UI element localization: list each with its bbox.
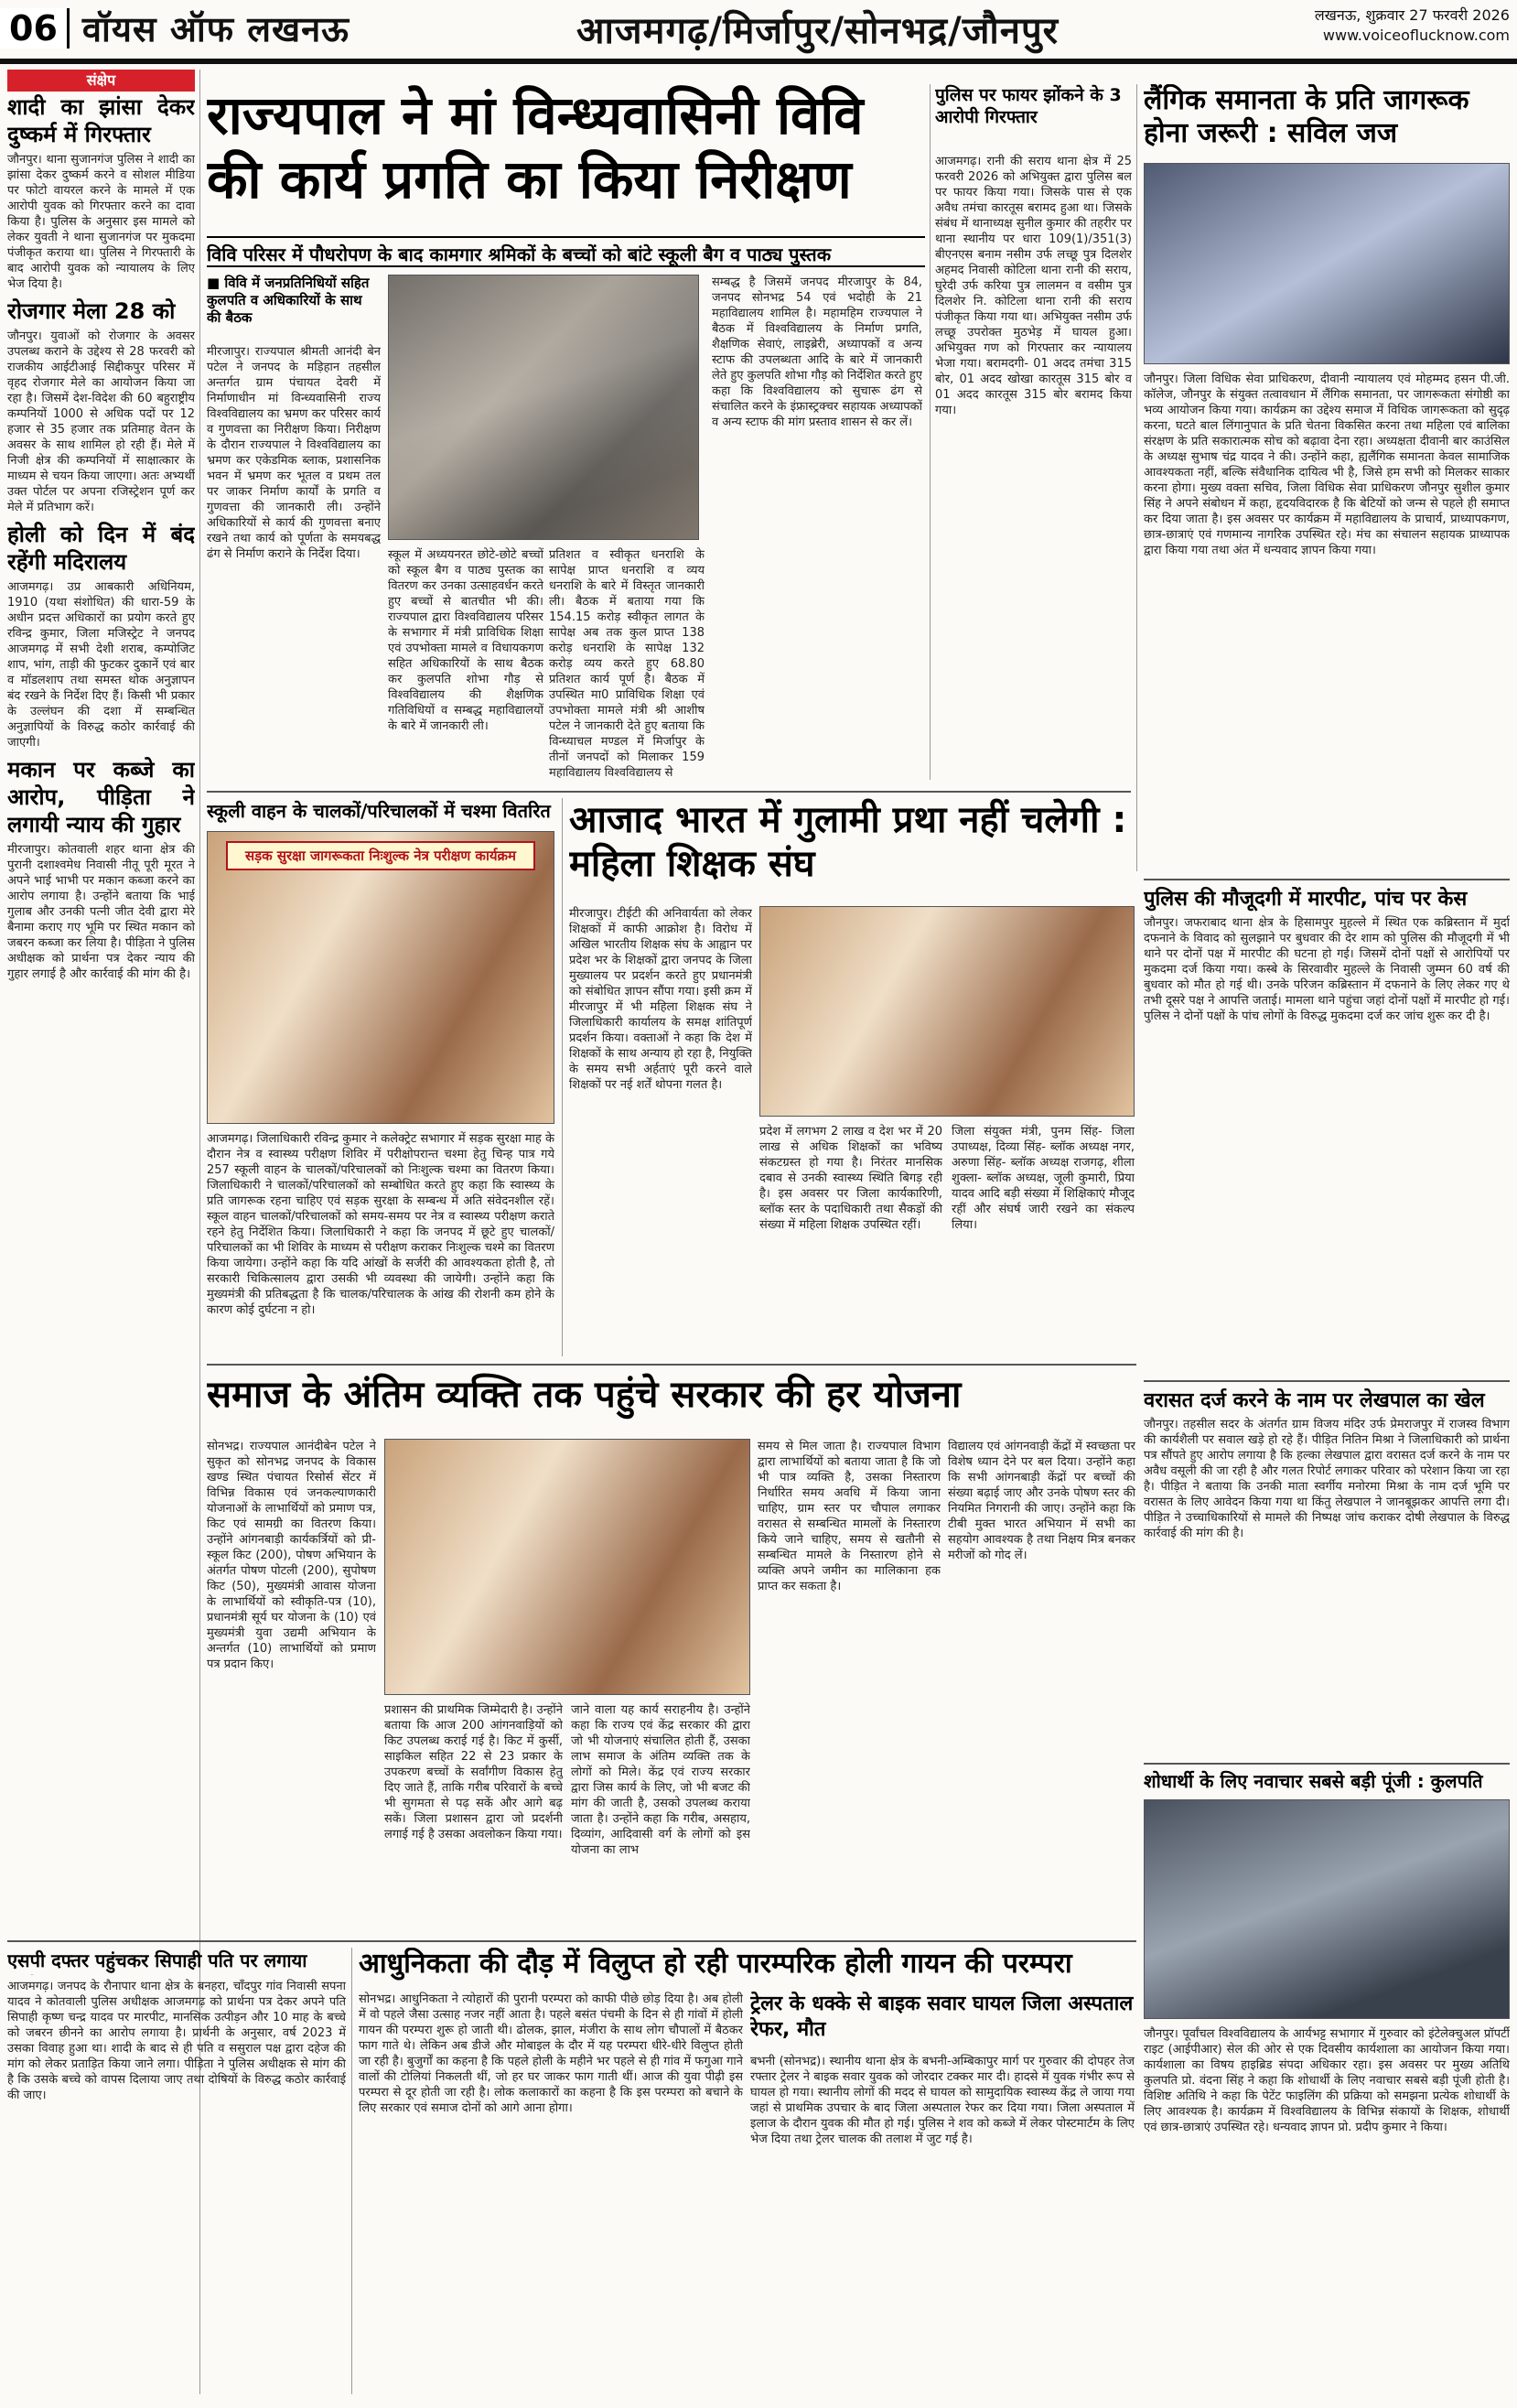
bus-photo [207,831,554,1124]
masthead-rule [0,59,1517,64]
govt-photo [384,1439,750,1695]
section-rule [7,1940,1136,1942]
section-rule [1144,1763,1510,1765]
police-fight-headline: पुलिस की मौजूदगी में मारपीट, पांच पर केस [1144,888,1468,911]
lekhpal-body: जौनपुर। तहसील सदर के अंतर्गत ग्राम विजय मंदिर उर्फ प्रेमराजपुर में राजस्व विभाग की कार्यशैली पर सवाल खड़े हो रहे हैं। पीड़ित नितिन मिश्रा ने जिलाधिकारी को प्रार्थना पत्र सौंपते हुए आरोप लगाया है कि हल्का लेखपाल द्वारा वरासत दर्ज करने के नाम पर अवैध वसूली की जा रही है और गलत रिपोर्ट लगाकर परिवार को परेशान किया जा रहा है। पीड़ित ने बताया कि उनकी माता स्वर्गीय मनोरमा मिश्रा के नाम दर्ज भूमि पर वरासत के लिए आवेदन किया गया था किंतु लेखपाल ने जानबूझकर आपत्ति लगा दी। पीड़ित ने उच्चाधिकारियों से मामले की निष्पक्ष जांच कराकर दोषी लेखपाल के विरुद्ध कार्रवाई की मांग की है। [1144,1418,1510,1540]
gender-body: जौनपुर। जिला विधिक सेवा प्राधिकरण, दीवानी न्यायालय एवं मोहम्मद हसन पी.जी. कॉलेज, जौनपुर के संयुक्त तत्वावधान में लैंगिक समानता, पर जागरूकता संगोष्ठी का भव्य आयोजन किया गया। कार्यक्रम का उद्देश्य समाज में विधिक जागरूकता को सुदृढ़ करना, घटते बाल लिंगानुपात के प्रति चेतना विकसित करना तथा महिला एवं बालिका संरक्षण के प्रति सकारात्मक सोच को बढ़ावा देना रहा। अध्यक्षता दीवानी बार काउंसिल के अध्यक्ष सुभाष चंद्र यादव ने की। उन्होंने कहा, ह्यलैंगिक समानता केवल सामाजिक आवश्यकता नहीं, बल्कि संवैधानिक दायित्व भी है, जिसे हम सभी को मिलकर साकार करना होगा। मुख्य वक्ता सचिव, जिला विधिक सेवा प्राधिकरण जौनपुर सुशील कुमार सिंह ने अपने संबोधन में कहा, हृदयविदारक है कि बेटियों को जन्म से पहले ही समाप्त कर दिया जाता है। इस अवसर पर कार्यक्रम में महाविद्यालय के प्राचार्य, प्राध्यापकगण, छात्र-छात्राएं एवं गणमान्य नागरिक उपस्थित रहे। मंच का संचालन सहायक प्राध्यापक द्वारा किया गया तथा अंत में धन्यवाद ज्ञापन किया गया। [1144,373,1510,557]
lead-body-col4: सम्बद्ध है जिसमें जनपद मीरजापुर के 84, जनपद सोनभद्र 54 एवं भदोही के 21 महाविद्यालय शामिल है। महामहिम राज्यपाल ने बैठक में विश्वविद्यालय के निर्माण प्रगति, शैक्षणिक सेवाएं, लाइब्रेरी, अध्यापकों व अन्य स्टाफ की उपलब्धता आदि के बारे में जानकारी लेते हुए कुलपति शोभा गौड़ को निर्देशित करते हुए कहा कि विश्वविद्यालय को सुचारू ढंग से संचालित करने के इंफ्रास्ट्रक्चर सहायक अध्यापकों व अन्य स्टाफ की मांग प्रस्ताव शासन से कर लें। [712,275,922,429]
gender-photo [1144,163,1510,364]
bullet-icon: ■ [207,275,225,291]
slavery-headline: आजाद भारत में गुलामी प्रथा नहीं चलेगी : महिला शिक्षक संघ [569,799,1127,885]
govt-body-col4: समय से मिल जाता है। राज्यपाल विभाग द्वारा लाभार्थियों को बताया जाता है कि जो भी पात्र व्यक्ति है, उसका निस्तारण निर्धारित समय अवधि में किया जाना चाहिए, ग्राम स्तर पर चौपाल लगाकर वरासत से सम्बन्धित मामलों के निस्तारण किये जाने चाहिए, समय से खतौनी से सम्बन्धित मामले के निस्तारण होने से व्यक्ति अपने जमीन का मालिकाना हक प्राप्त कर सकता है। [758,1440,941,1593]
sidebar-tag: संक्षेप [7,70,195,92]
research-body: जौनपुर। पूर्वांचल विश्वविद्यालय के आर्यभट्ट सभागार में गुरुवार को इंटेलेक्चुअल प्रॉपर्टी राइट (आईपीआर) सेल की ओर से एक दिवसीय कार्यशाला का आयोजन किया गया। कार्यशाला का विषय हाइब्रिड संपदा अधिकार रहा। इस अवसर पर मुख्य अतिथि कुलपति प्रो. वंदना सिंह ने कहा कि शोधार्थी के लिए नवाचार सबसे बड़ी पूंजी होती है। विशिष्ट अतिथि ने कहा कि पेटेंट फाइलिंग की प्रक्रिया को समझना प्रत्येक शोधार्थी के लिए आवश्यक है। कार्यक्रम में विश्वविद्यालय के विभिन्न संकायों के शिक्षक, शोधार्थी एवं छात्र-छात्राएं उपस्थित रहे। धन्यवाद ज्ञापन प्रो. प्रदीप कुमार ने किया। [1144,2027,1510,2134]
sidebar-item-title: मकान पर कब्जे का आरोप, पीड़िता ने लगायी न्याय की गुहार [7,757,195,837]
lead-body-col2: स्कूल में अध्ययनरत छोटे-छोटे बच्चों को स्कूल बैग व पाठ्य पुस्तक का वितरण कर उनका उत्साहवर्धन करते हुए बच्चों से बातचीत भी की। राज्यपाल द्वारा विश्वविद्यालय परिसर के सभागार में मंत्री प्राविधिक शिक्षा एवं उपभोक्ता मामले व विधायकगण सहित अधिकारियों के साथ बैठक कर कुलपति शोभा गौड़ से विश्वविद्यालय की शैक्षणिक गतिविधियों व सम्बद्ध महाविद्यालयों के बारे में जानकारी ली। [388,548,543,733]
govt-body-col2: प्रशासन की प्राथमिक जिम्मेदारी है। उन्होंने बताया कि आज 200 आंगनवाड़ियों को किट उपलब्ध कराई गई है। किट में कुर्सी, साइकिल सहित 22 से 23 प्रकार के उपकरण बच्चों के सर्वांगीण विकास हेतु दिए जाते हैं, ताकि गरीब परिवारों के बच्चे भी सुगमता से पढ़ सकें और आगे बढ़ सकें। जिला प्रशासन द्वारा जो प्रदर्शनी लगाई गई है उसका अवलोकन किया गया। [384,1703,563,1841]
bus-headline: स्कूली वाहन के चालकों/परिचालकों में चश्मा वितरित [207,800,551,822]
lead-bullet [207,275,381,339]
section-rule [1144,1380,1510,1382]
police-brief-body: आजमगढ़। रानी की सराय थाना क्षेत्र में 25 फरवरी 2026 को अभियुक्त द्वारा पुलिस बल पर फायर किया गया। जिसके पास से एक अवैध तमंचा कारतूस बरामद हुआ था। जिसके संबंध में थानाध्यक्ष सुनील कुमार की तहरीर पर थाना स्थानीय पर धारा 109(1)/351(3) बीएनएस बनाम नसीम उर्फ लच्छू पुत्र दिलशेर अहमद निवासी कोटिला थाना रानी की सराय, घुरेदी उर्फ करिया पुत्र लालमन व वसीम पुत्र दिलशेर नि. कोटिला थाना रानी की सराय पंजीकृत किया गया था। अभियुक्त नसीम उर्फ लच्छू उपरोक्त मुठभेड़ में घायल हुआ। अभियुक्त गण को गिरफ्तार कर न्यायालय भेजा गया। बरामदगी- 01 अदद तमंचा 315 बोर, 01 अदद खोखा कारतूस 315 बोर व 01 अदद कारतूस 315 बोर बरामद किया गया। [935,155,1132,417]
govt-body-col1: सोनभद्र। राज्यपाल आनंदीबेन पटेल ने सुकृत को सोनभद्र जनपद के विकास खण्ड स्थित पंचायत रिसोर्स सेंटर में विभिन्न विकास एवं जनकल्याणकारी योजनाओं के लाभार्थियों को प्रमाण पत्र, किट एवं सामग्री का वितरण किया। उन्होंने आंगनबाड़ी कार्यकर्त्रियों को प्री-स्कूल किट (200), पोषण अभियान के अंतर्गत पोषण पोटली (200), सुपोषण किट (50), मुख्यमंत्री आवास योजना के लाभार्थियों को स्वीकृति-पत्र (10), प्रधानमंत्री सूर्य घर योजना के (10) एवं मुख्यमंत्री युवा उद्यमी अभियान के अन्तर्गत (10) लाभार्थियों को प्रमाण पत्र प्रदान किए। [207,1440,376,1671]
column-rule [562,798,563,1356]
sidebar-item-body: जौनपुर। थाना सुजानगंज पुलिस ने शादी का झांसा देकर दुष्कर्म करने व सोशल मीडिया पर फोटो वायरल करने के मामले में एक आरोपी युवक को गिरफ्तार करने का दावा किया है। पुलिस के अनुसार इस मामले को लेकर युवती ने थाना सुजानगंज पर मुकदमा पंजीकृत कराया था। पुलिस ने गिरफ्तारी के बाद आरोपी युवक को न्यायालय के लिए भेज दिया है। [7,153,195,291]
page-number: 06 [0,8,70,49]
column-rule [1136,84,1137,871]
accident-body: बभनी (सोनभद्र)। स्थानीय थाना क्षेत्र के बभनी-अम्बिकापुर मार्ग पर गुरुवार की दोपहर तेज रफ्तार ट्रेलर ने बाइक सवार युवक को जोरदार टक्कर मार दी। हादसे में युवक गंभीर रूप से घायल हो गया। स्थानीय लोगों की मदद से घायल को सामुदायिक स्वास्थ्य केंद्र ले जाया गया जहां से प्राथमिक उपचार के बाद जिला अस्पताल रेफर कर दिया गया। जिला अस्पताल में इलाज के दौरान युवक की मौत हो गई। पुलिस ने शव को कब्जे में लेकर पोस्टमार्टम के लिए भेज दिया तथा ट्रेलर चालक की तलाश में जुट गई है। [750,2055,1135,2146]
slavery-photo [759,906,1135,1117]
police-fight-body: जौनपुर। जफराबाद थाना क्षेत्र के हिसामपुर मुहल्ले में स्थित एक कब्रिस्तान में मुर्दा दफनाने के विवाद को सुलझाने पर बुधवार की देर शाम को पुलिस की मौजूदगी में भी थाने पर दोनों पक्ष में मारपीट की घटना हो गई। जिसमें दोनों पक्षों से आरोपियों पर मुकदमा दर्ज किया गया। कस्बे के सिरवावीर मुहल्ले के निवासी जुम्मन 60 वर्ष की बुधवार को मौत हो गई थी। उनके परिजन कब्रिस्तान में दफनाने के लिए लेकर गए थे तभी दूसरे पक्ष ने आपत्ति जताई। मामला थाने पहुंचा जहां दोनों पक्षों में मारपीट हो गई। पुलिस ने दोनों पक्षों के पांच लोगों के विरुद्ध मुकदमा दर्ज कर जांच शुरू कर दी है। [1144,916,1510,1023]
slavery-body-col3: जिला संयुक्त मंत्री, पुनम सिंह- जिला उपाध्यक्ष, दिव्या सिंह- ब्लॉक अध्यक्ष नगर, अरुणा सिंह- ब्लॉक अध्यक्ष राजगढ़, शीला शुक्ला- ब्लॉक अध्यक्ष, जूली कुमारी, प्रिया यादव आदि बड़ी संख्या में शिक्षिकाएं मौजूद रहीं और संघर्ष जारी रखने का संकल्प लिया। [952,1125,1135,1232]
region-title: आजमगढ़/मिर्जापुर/सोनभद्र/जौनपुर [576,10,1060,52]
holi-body: सोनभद्र। आधुनिकता ने त्योहारों की पुरानी परम्परा को काफी पीछे छोड़ दिया है। अब होली में वो पहले जैसा उत्साह नजर नहीं आता है। पहले बसंत पंचमी के दिन से ही गांवों में होली गायन की परम्परा शुरू हो जाती थी। ढोलक, झाल, मंजीरा के साथ लोग चौपालों में बैठकर फाग गाते थे। लेकिन अब डीजे और मोबाइल के दौर में यह परम्परा धीरे-धीरे विलुप्त होती जा रही है। बुजुर्गों का कहना है कि पहले होली के महीने भर पहले से ही गांव में फगुआ गाने वालों की टोलियां निकलती थीं, जो हर घर जाकर फाग गाती थीं। आज की युवा पीढ़ी इस परम्परा से दूर होती जा रही है। लोक कलाकारों का कहना है कि इस परम्परा को बचाने के लिए सरकार एवं समाज दोनों को आगे आना होगा। [359,1992,743,2115]
website: www.voiceoflucknow.com [1322,27,1510,44]
sp-office-body: आजमगढ़। जनपद के रौनापार थाना क्षेत्र के बनहरा, चाँदपुर गांव निवासी सपना यादव ने कोतवाली पुलिस अधीक्षक आजमगढ़ को प्रार्थना पत्र देकर अपने पति सिपाही कृष्ण चन्द्र यादव पर मारपीट, मानसिक उत्पीड़न और 10 माह के बच्चे को जबरन छीनने का आरोप लगाया है। प्रार्थनी के अनुसार, वर्ष 2023 में उसका विवाह हुआ था। शादी के बाद से ही पति व ससुराल पक्ष द्वारा दहेज की मांग को लेकर प्रताड़ित किया जाने लगा। पीड़िता ने पुलिस अधीक्षक से मांग की है कि उसके बच्चे को वापस दिलाया जाए तथा दोषियों के विरुद्ध कठोर कार्रवाई की जाए। [7,1980,346,2102]
lead-subhead: विवि परिसर में पौधरोपण के बाद कामगार श्रमिकों के बच्चों को बांटे स्कूली बैग व पाठ्य पुस्तक [207,236,925,267]
section-rule [207,791,1131,793]
sidebar-item-body: मीरजापुर। कोतवाली शहर थाना क्षेत्र की पुरानी दशाश्वमेध निवासी नीतू पूरी मूरत ने अपने भाई भाभी पर मकान कब्जा करने का आरोप लगाया है। उन्होंने बताया कि भाई गुलाब और उनकी पत्नी जीत देवी द्वारा मेरे बैनामा कराए गए भूमि पर स्थित मकान को जबरन कब्जा कर लिया है। पीड़िता ने पुलिस अधीक्षक को प्रार्थना पत्र देकर न्याय की गुहार लगाई है और कार्रवाई की मांग की है। [7,843,195,981]
lead-photo-overlay [388,275,699,540]
sp-office-headline: एसपी दफ्तर पहुंचकर सिपाही पति पर लगाया [7,1949,307,1971]
bus-body: आजमगढ़। जिलाधिकारी रविन्द्र कुमार ने कलेक्ट्रेट सभागार में सड़क सुरक्षा माह के दौरान नेत्र व स्वास्थ्य परीक्षण शिविर में परीक्षोपरान्त चश्मा हेतु चिन्ह पात्र गये 257 स्कूली वाहन के चालकों/परिचालकों को निःशुल्क चश्मा का वितरण किया। जिलाधिकारी ने चालकों/परिचालकों को सम्बोधित करते हुए कहा कि स्वास्थ्य के प्रति जागरूक रहना चाहिए एवं सड़क सुरक्षा के सम्बन्ध में अति संवेदनशील रहें। स्कूल वाहन चालकों/परिचालकों को समय-समय पर नेत्र व स्वास्थ्य परीक्षण कराते रहने हेतु निर्देशित किया। जिलाधिकारी ने कहा कि जनपद में छूटे हुए चालकों/परिचालकों का भी शिविर के माध्यम से परीक्षण कराकर निःशुल्क चश्मे का वितरण किया जायेगा। उन्होंने कहा कि यदि आंखों के सर्जरी की आवश्यकता होती है, तो सरकारी चिकित्सालय द्वारा उसकी भी व्यवस्था की जायेगी। उन्होंने कहा कि मुख्यमंत्री की प्रतिबद्धता है कि चालक/परिचालक के आंख की रोशनी कम होने के कारण कोई दुर्घटना न हो। [207,1132,554,1317]
section-rule [1144,879,1510,880]
masthead-right [1235,5,1510,51]
holi-headline: आधुनिकता की दौड़ में विलुप्त हो रही पारम्परिक होली गायन की परम्परा [359,1948,1072,1980]
slavery-body-col1: मीरजापुर। टीईटी की अनिवार्यता को लेकर शिक्षकों में काफी आक्रोश है। विरोध में अखिल भारतीय शिक्षक संघ के आह्वान पर प्रदेश भर के शिक्षकों द्वारा जनपद के जिला मुख्यालय पर प्रदर्शन करते हुए प्रधानमंत्री को संबोधित ज्ञापन सौंपा गया। इसी क्रम में मीरजापुर में भी महिला शिक्षक संघ ने जिलाधिकारी कार्यालय के समक्ष शांतिपूर्ण प्रदर्शन किया। वक्ताओं ने कहा कि देश में शिक्षकों के साथ अन्याय हो रहा है, नियुक्ति के समय सभी अर्हताएं पूरी करने वाले शिक्षकों पर नई शर्तें थोपना गलत है। [569,907,752,1092]
sidebar-item-title: शादी का झांसा देकर दुष्कर्म में गिरफ्तार [7,94,195,147]
sidebar-item-title: होली को दिन में बंद रहेंगी मदिरालय [7,522,195,575]
research-headline: शोधार्थी के लिए नवाचार सबसे बड़ी पूंजी : कुलपति [1144,1770,1483,1792]
govt-scheme-headline: समाज के अंतिम व्यक्ति तक पहुंचे सरकार की हर योजना [207,1374,962,1416]
sidebar-item-title: रोजगार मेला 28 को [7,298,176,324]
slavery-body-col2: प्रदेश में लगभग 2 लाख व देश भर में 20 लाख से अधिक शिक्षकों का भविष्य संकटग्रस्त हो गया है। निरंतर मानसिक दबाव से उनकी स्वास्थ्य स्थिति बिगड़ रही है। इस अवसर पर जिला कार्यकारिणी, ब्लॉक स्तर के पदाधिकारी तथा सैकड़ों की संख्या में महिला शिक्षक उपस्थित रहीं। [759,1125,942,1232]
gender-headline: लैंगिक समानता के प्रति जागरूक होना जरूरी : सविल जज [1144,84,1469,149]
lead-body-col3: प्रतिशत व स्वीकृत धनराशि के सापेक्ष प्राप्त धनराशि व व्यय धनराशि के बारे में विस्तृत जानकारी ली। बैठक में बताया गया कि 154.15 करोड़ स्वीकृत लागत के सापेक्ष अब तक कुल प्राप्त 138 करोड़ धनराशि के सापेक्ष 132 करोड़ व्यय करते हुए 68.80 प्रतिशत कार्य पूर्ण है। बैठक में उपस्थित मा0 प्राविधिक शिक्षा एवं उपभोक्ता मामले मंत्री श्री आशीष पटेल ने जानकारी देते हुए बताया कि विन्ध्याचल मण्डल में मिर्जापुर के तीनों जनपदों को मिलाकर 159 महाविद्यालय विश्वविद्यालय से [549,548,705,780]
govt-body-col3: जाने वाला यह कार्य सराहनीय है। उन्होंने कहा कि राज्य एवं केंद्र सरकार की द्वारा जो भी योजनाएं संचालित होती हैं, उसका लाभ समाज के अंतिम व्यक्ति तक के लोगों को मिले। केंद्र एवं राज्य सरकार द्वारा जिस कार्य के लिए, जो भी बजट की मांग की जाती है, उसको उपलब्ध कराया जाता है। उन्होंने कहा कि गरीब, असहाय, दिव्यांग, आदिवासी वर्ग के लोगों को इस योजना का लाभ [571,1703,750,1857]
dateline: लखनऊ, शुक्रवार 27 फरवरी 2026 [1314,6,1510,24]
sidebar-item-body: जौनपुर। युवाओं को रोजगार के अवसर उपलब्ध कराने के उद्देश्य से 28 फरवरी को राजकीय आईटीआई सिद्दीकपुर परिसर में वृहद रोजगार मेले का आयोजन किया जा रहा है। जिसमें देश-विदेश की 60 बहुराष्ट्रीय कम्पनियों 1000 से अधिक पदों पर 12 हजार से 35 हजार तक प्रतिमाह वेतन के अवसर के साथ शामिल हो रही हैं। मेले में निजी क्षेत्र की कम्पनियों में साक्षात्कार के माध्यम से चयन किया जाएगा। अतः अभ्यर्थी उक्त पोर्टल पर अपना रजिस्ट्रेशन पूर्ण कर मेले में प्रतिभाग करें। [7,329,195,514]
lead-headline: राज्यपाल ने मां विन्ध्यवासिनी विवि की कार्य प्रगति का किया निरीक्षण [207,84,864,211]
section-rule [207,1364,1136,1366]
lead-bullet-text: विवि में जनप्रतिनिधियों सहित कुलपति व अधिकारियों के साथ की बैठक [207,275,370,326]
govt-body-col5: विद्यालय एवं आंगनवाड़ी केंद्रों में स्वच्छता पर विशेष ध्यान देने पर बल दिया। उन्होंने कहा कि सभी आंगनबाड़ी केंद्रों पर बच्चों की संख्या बढ़ाई जाए और उनके पोषण स्तर की नियमित निगरानी की जाए। उन्होंने कहा कि टीबी मुक्त भारत अभियान में सभी का सहयोग आवश्यक है तथा निक्षय मित्र बनकर मरीजों को गोद लें। [948,1440,1135,1562]
lead-body-col1: मीरजापुर। राज्यपाल श्रीमती आनंदी बेन पटेल ने जनपद के मड़िहान तहसील अन्तर्गत ग्राम पंचायत देवरी में निर्माणाधीन मां विन्ध्यवासिनी राज्य विश्वविद्यालय का भ्रमण कर परिसर कार्य व गुणवत्ता का निरीक्षण किया। निरीक्षण के दौरान राज्यपाल ने विश्वविद्यालय का भ्रमण कर एकेडमिक ब्लाक, प्रशासनिक भवन में भ्रमण कर भूतल व प्रथम तल पर जाकर निर्माण कार्यों के प्रगति व गुणवत्ता की जानकारी ली। उन्होंने अधिकारियों से कार्य की गुणवत्ता बनाए रखने तथा कार्य को पूर्णता के समयबद्ध ढंग से निर्माण कराने के निर्देश दिया। [207,345,381,561]
lekhpal-headline: वरासत दर्ज करने के नाम पर लेखपाल का खेल [1144,1389,1485,1412]
masthead-left [0,0,567,57]
bus-photo-banner: सड़क सुरक्षा जागरूकता निःशुल्क नेत्र परीक्षण कार्यक्रम [226,841,535,870]
accident-headline: ट्रेलर के धक्के से बाइक सवार घायल जिला अस्पताल रेफर, मौत [750,1992,1134,2041]
research-photo [1144,1799,1510,2019]
column-rule [930,84,931,780]
column-rule [351,1948,352,2394]
police-brief-headline: पुलिस पर फायर झोंकने के 3 आरोपी गिरफ्तार [935,85,1122,127]
sidebar-item-body: आजमगढ़। उप्र आबकारी अधिनियम, 1910 (यथा संशोधित) की धारा-59 के अधीन प्रदत्त अधिकारों का प्रयोग करते हुए रविन्द्र कुमार, जिला मजिस्ट्रेट ने जनपद आजमगढ़ में सभी देशी शराब, कम्पोजिट शाप, भांग, ताड़ी की फुटकर दुकानें एवं बार व मॉडलशाप तथा समस्त थोक अनुज्ञापन बंद रखने के निर्देश दिए हैं। किसी भी प्रकार के उल्लंघन की दशा में सम्बन्धित अनुज्ञापियों के विरुद्ध कठोर कार्रवाई की जाएगी। [7,580,195,750]
brand-title: वॉयस ऑफ लखनऊ [81,9,350,49]
